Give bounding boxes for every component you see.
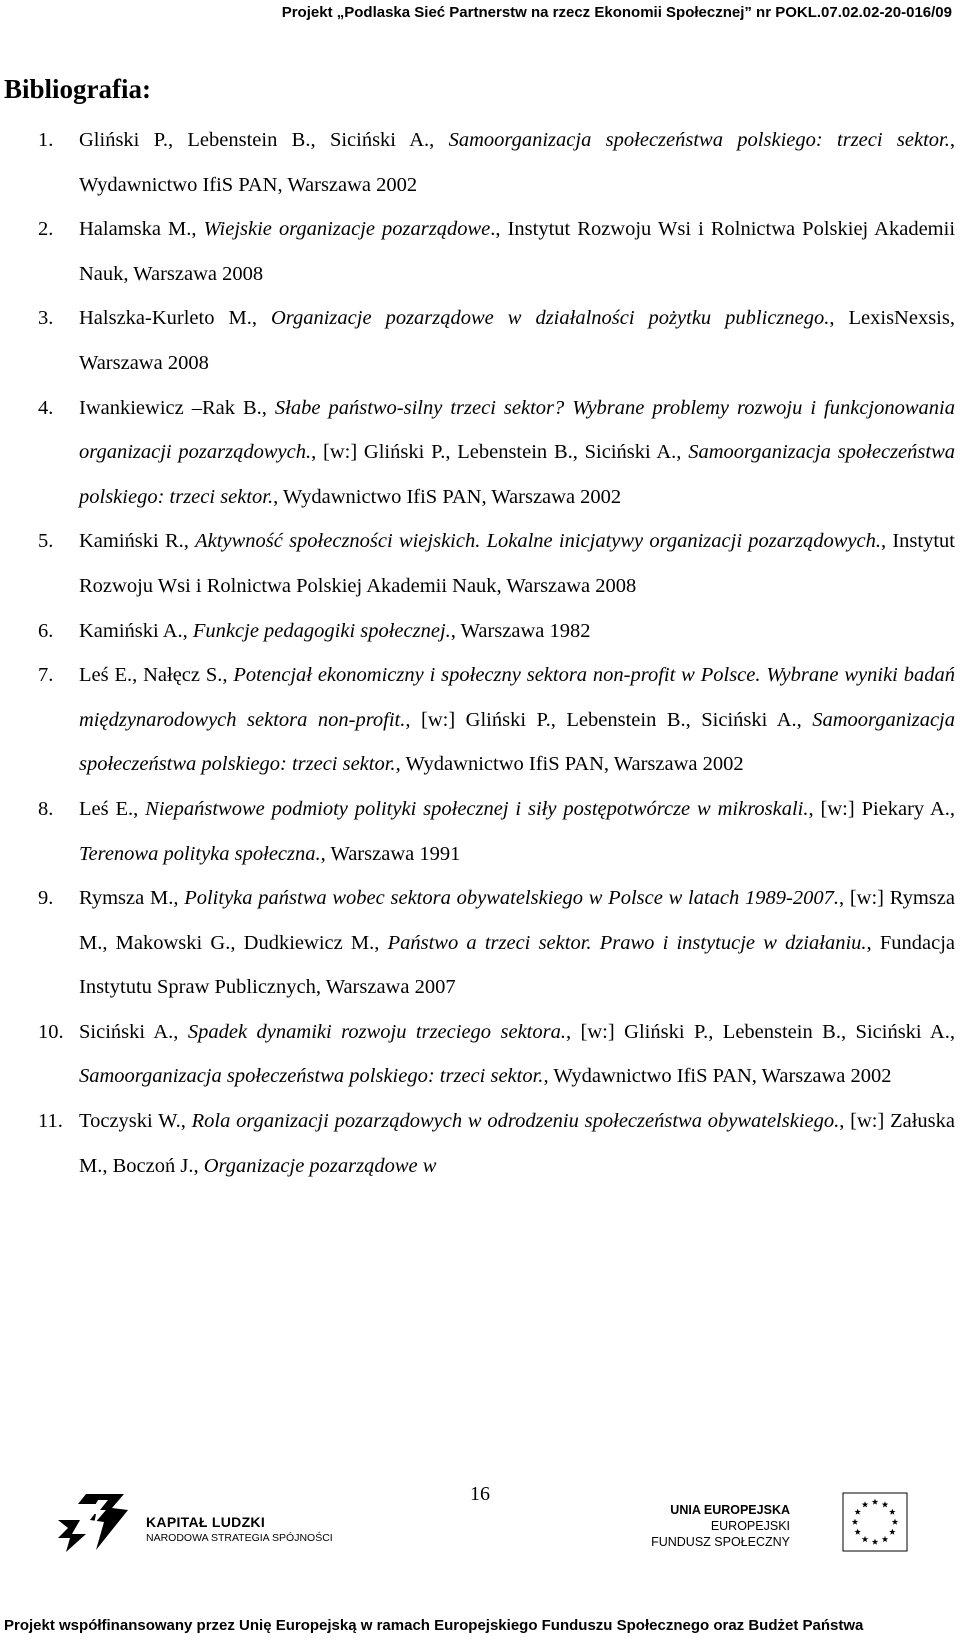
entry-number: 3. bbox=[38, 307, 54, 330]
entry-number: 11. bbox=[38, 1110, 63, 1133]
eu-logo-text bbox=[651, 1502, 790, 1550]
entry-text: , [w:] Załuska M., Boczoń J., bbox=[79, 1110, 955, 1177]
eu-logo-line1: UNIA EUROPEJSKA bbox=[670, 1503, 790, 1517]
entry-title-italic: Funkcje pedagogiki społecznej. bbox=[192, 619, 451, 642]
entry-text: Kamiński A., bbox=[79, 619, 193, 642]
entry-text: Iwankiewicz –Rak B., bbox=[79, 396, 275, 419]
entry-text: Kamiński R., bbox=[79, 530, 196, 553]
page-title: Bibliografia: bbox=[4, 74, 151, 104]
kapital-ludzki-title: KAPITAŁ LUDZKI bbox=[146, 1514, 266, 1530]
entry-number: 4. bbox=[38, 396, 54, 419]
entry-number: 5. bbox=[38, 530, 54, 553]
entry-text: , [w:] Gliński P., Lebenstein B., Siciński A., bbox=[405, 708, 813, 731]
entry-number: 6. bbox=[38, 619, 54, 642]
bibliography-entry bbox=[38, 876, 955, 1010]
bibliography-entry bbox=[38, 296, 955, 385]
entry-title-italic: Samoorganizacja społeczeństwa polskiego: trzeci sektor. bbox=[79, 708, 955, 776]
bibliography-entry bbox=[38, 386, 955, 520]
entry-text: , Wydawnictwo IfiS PAN, Warszawa 2002 bbox=[543, 1065, 892, 1088]
entry-text: , Instytut Rozwoju Wsi i Rolnictwa Polskiej Akademii Nauk, Warszawa 2008 bbox=[79, 530, 955, 597]
entry-number: 9. bbox=[38, 887, 54, 910]
entry-text: , Fundacja Instytutu Spraw Publicznych, Warszawa 2007 bbox=[79, 931, 955, 999]
page-header bbox=[0, 0, 960, 26]
eu-logo-line3: FUNDUSZ SPOŁECZNY bbox=[651, 1535, 790, 1549]
kapital-ludzki-text bbox=[146, 1514, 333, 1544]
entry-title-italic: Samoorganizacja społeczeństwa polskiego: trzeci sektor. bbox=[448, 129, 950, 151]
entry-text: Toczyski W., bbox=[79, 1110, 192, 1133]
entry-title-italic: Państwo a trzeci sektor. Prawo i instytucje w działaniu. bbox=[387, 931, 867, 954]
entry-text: Leś E., bbox=[79, 797, 146, 820]
bibliography-entry bbox=[38, 1010, 955, 1099]
entry-title-italic: Terenowa polityka społeczna. bbox=[79, 842, 321, 865]
entry-text: Halamska M., bbox=[79, 218, 204, 241]
bibliography-entry bbox=[38, 609, 955, 654]
entry-text: Gliński P., Lebenstein B., Siciński A., bbox=[79, 129, 449, 151]
bibliography-entry bbox=[38, 787, 955, 876]
entry-text: , LexisNexsis, Warszawa 2008 bbox=[79, 307, 955, 374]
entry-title-italic: Organizacje pozarządowe w działalności pożytku publicznego. bbox=[270, 307, 830, 330]
entry-title-italic: Organizacje pozarządowe w bbox=[203, 1154, 437, 1177]
entry-number: 7. bbox=[38, 664, 54, 687]
entry-title-italic: Słabe państwo-silny trzeci sektor? Wybrane problemy rozwoju i funkcjonowania organizacji pozarządowych. bbox=[79, 396, 955, 464]
entry-text: , [w:] Piekary A., bbox=[808, 797, 955, 820]
entry-title-italic: Potencjał ekonomiczny i społeczny sektora non-profit w Polsce. Wybrane wyniki badań międzynarodowych sektora non-profit. bbox=[79, 664, 955, 731]
entry-text: Rymsza M., bbox=[79, 887, 185, 910]
entry-number: 1. bbox=[38, 129, 54, 151]
entry-text: , [w:] Gliński P., Lebenstein B., Siciński A., bbox=[565, 1020, 955, 1043]
entry-title-italic: Spadek dynamiki rozwoju trzeciego sektora. bbox=[187, 1020, 566, 1043]
entry-text: Leś E., Nałęcz S., bbox=[79, 664, 234, 687]
entry-title-italic: Rola organizacji pozarządowych w odrodzeniu społeczeństwa obywatelskiego. bbox=[191, 1110, 840, 1133]
entry-title-italic: Samoorganizacja społeczeństwa polskiego: trzeci sektor. bbox=[79, 441, 955, 508]
bibliography-entry bbox=[38, 1099, 955, 1188]
entry-text: , Warszawa 1982 bbox=[450, 619, 591, 642]
bibliography-entry bbox=[38, 519, 955, 608]
bibliography-entry bbox=[38, 118, 955, 207]
page-footer bbox=[0, 1613, 960, 1639]
bibliography-entry bbox=[38, 207, 955, 296]
kapital-ludzki-logo bbox=[56, 1490, 333, 1554]
entry-title-italic: Aktywność społeczności wiejskich. Lokalne inicjatywy organizacji pozarządowych. bbox=[195, 530, 881, 553]
entry-text: Siciński A., bbox=[79, 1020, 188, 1043]
entry-text: , [w:] Rymsza M., Makowski G., Dudkiewicz M., bbox=[79, 887, 955, 954]
entry-title-italic: Niepaństwowe podmioty polityki społecznej i siły postępotwórcze w mikroskali. bbox=[145, 797, 809, 820]
entry-number: 2. bbox=[38, 218, 54, 241]
kapital-ludzki-subtitle: NARODOWA STRATEGIA SPÓJNOŚCI bbox=[146, 1532, 333, 1544]
entry-number: 8. bbox=[38, 797, 54, 820]
kapital-ludzki-emblem-icon bbox=[56, 1490, 136, 1554]
entry-title-italic: Polityka państwa wobec sektora obywatelskiego w Polsce w latach 1989-2007. bbox=[184, 887, 839, 910]
eu-logo-line2: EUROPEJSKI bbox=[710, 1519, 790, 1533]
entry-title-italic: Wiejskie organizacje pozarządowe bbox=[203, 218, 491, 241]
entry-text: , Wydawnictwo IfiS PAN, Warszawa 2002 bbox=[395, 753, 744, 776]
bibliography-entry bbox=[38, 653, 955, 787]
eu-logo bbox=[651, 1494, 928, 1556]
cofinancing-footer-text: Projekt współfinansowany przez Unię Europejską w ramach Europejskiego Funduszu Społecznego oraz Budżet Państwa bbox=[4, 1617, 864, 1634]
entry-text: , Wydawnictwo IfiS PAN, Warszawa 2002 bbox=[79, 129, 955, 196]
entry-text: , Warszawa 1991 bbox=[320, 842, 461, 865]
entry-text: Halszka-Kurleto M., bbox=[79, 307, 271, 330]
project-header-text: Projekt „Podlaska Sieć Partnerstw na rzecz Ekonomii Społecznej” nr POKL.07.02.02-20-016/09 bbox=[281, 4, 952, 21]
bibliography-list bbox=[38, 118, 955, 1188]
entry-text: , [w:] Gliński P., Lebenstein B., Siciński A., bbox=[311, 441, 689, 464]
entry-number: 10. bbox=[38, 1020, 64, 1043]
entry-title-italic: Samoorganizacja społeczeństwa polskiego: trzeci sektor. bbox=[79, 1065, 544, 1088]
eu-stars-flag-icon bbox=[842, 1492, 908, 1552]
page-number: 16 bbox=[470, 1483, 490, 1505]
entry-text: , Wydawnictwo IfiS PAN, Warszawa 2002 bbox=[273, 485, 622, 508]
entry-text: ., Instytut Rozwoju Wsi i Rolnictwa Polskiej Akademii Nauk, Warszawa 2008 bbox=[79, 218, 956, 285]
